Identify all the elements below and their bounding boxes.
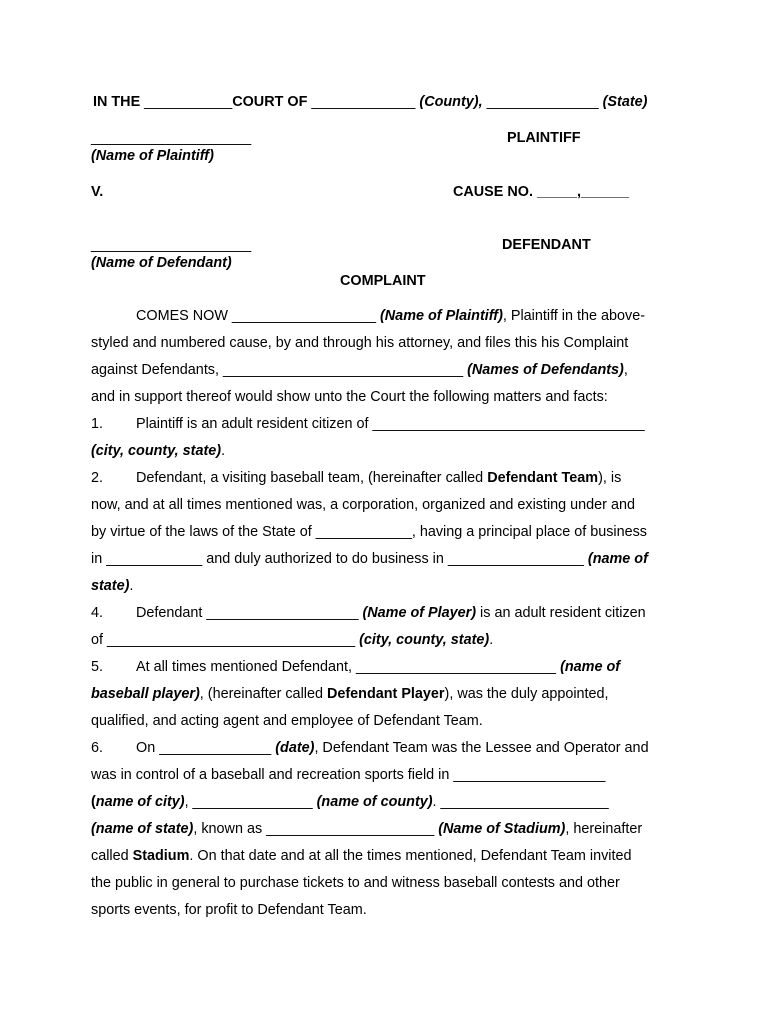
paragraph-5-line-3: qualified, and acting agent and employee of Defendant Team. <box>91 713 483 729</box>
paragraph-number: 6. <box>91 740 104 756</box>
heading-state-blank: ______________ <box>486 94 599 110</box>
plaintiff-name-caption: (Name of Plaintiff) <box>91 148 214 164</box>
paragraph-6-line-5: called Stadium. On that date and at all the times mentioned, Defendant Team invited <box>91 848 632 864</box>
complaint-body <box>91 303 691 924</box>
heading-state: (State) <box>602 94 648 110</box>
plaintiff-signature-line: ____________________ <box>91 130 252 146</box>
paragraph-1-line-1: 1. Plaintiff is an adult resident citizen of __________________________________ <box>91 411 691 438</box>
paragraph-2-line-2: now, and at all times mentioned was, a corporation, organized and existing under and <box>91 497 635 513</box>
paragraph-1-line-2: (city, county, state). <box>91 443 226 459</box>
paragraph-number: 5. <box>91 659 104 675</box>
paragraph-number: 2. <box>91 470 104 486</box>
paragraph-6-line-6: the public in general to purchase tickets to and witness baseball contests and other <box>91 875 620 891</box>
versus-label: V. <box>91 184 104 200</box>
paragraph-6-line-7: sports events, for profit to Defendant Team. <box>91 902 367 918</box>
paragraph-2-line-1: 2. Defendant, a visiting baseball team, (hereinafter called Defendant Team), is <box>91 465 691 492</box>
paragraph-6-line-4: (name of state), known as _____________________ (Name of Stadium), hereinafter <box>91 821 643 837</box>
heading-county: (County), <box>419 94 483 110</box>
paragraph-5-line-2: baseball player), (hereinafter called Defendant Player), was the duly appointed, <box>91 686 609 702</box>
heading-court-of: COURT OF <box>232 94 308 110</box>
court-heading <box>93 94 647 110</box>
paragraph-4-line-1: 4. Defendant ___________________ (Name of Player) is an adult resident citizen <box>91 600 691 627</box>
paragraph-number: 4. <box>91 605 104 621</box>
paragraph-6-line-2: was in control of a baseball and recreation sports field in ___________________ <box>91 767 606 783</box>
document-title: COMPLAINT <box>340 273 426 289</box>
defendant-name-caption: (Name of Defendant) <box>91 255 232 271</box>
paragraph-2-line-3: by virtue of the laws of the State of ____________, having a principal place of business <box>91 524 648 540</box>
intro-line-3: against Defendants, ______________________________ (Names of Defendants), <box>91 362 628 378</box>
cause-number: CAUSE NO. _____,______ <box>453 184 629 200</box>
intro-line-4: and in support thereof would show unto the Court the following matters and facts: <box>91 389 608 405</box>
intro-line-1: COMES NOW __________________ (Name of Plaintiff), Plaintiff in the above- <box>136 308 646 324</box>
paragraph-6-line-1: 6. On ______________ (date), Defendant Team was the Lessee and Operator and <box>91 735 691 762</box>
paragraph-5-line-1: 5. At all times mentioned Defendant, _________________________ (name of <box>91 654 691 681</box>
paragraph-4-line-2: of _______________________________ (city, county, state). <box>91 632 494 648</box>
defendant-signature-line: ____________________ <box>91 237 252 253</box>
plaintiff-label: PLAINTIFF <box>507 130 581 146</box>
paragraph-2-line-5: state). <box>91 578 134 594</box>
defendant-label: DEFENDANT <box>502 237 591 253</box>
paragraph-2-line-4: in ____________ and duly authorized to do business in _________________ (name of <box>91 551 648 567</box>
heading-in-the: IN THE <box>93 94 141 110</box>
intro-line-2: styled and numbered cause, by and through his attorney, and files this his Complaint <box>91 335 629 351</box>
heading-county-blank: _____________ <box>311 94 416 110</box>
paragraph-6-line-3: (name of city), _______________ (name of county). _____________________ <box>91 794 609 810</box>
heading-court-blank: ___________ <box>144 94 233 110</box>
paragraph-number: 1. <box>91 416 104 432</box>
